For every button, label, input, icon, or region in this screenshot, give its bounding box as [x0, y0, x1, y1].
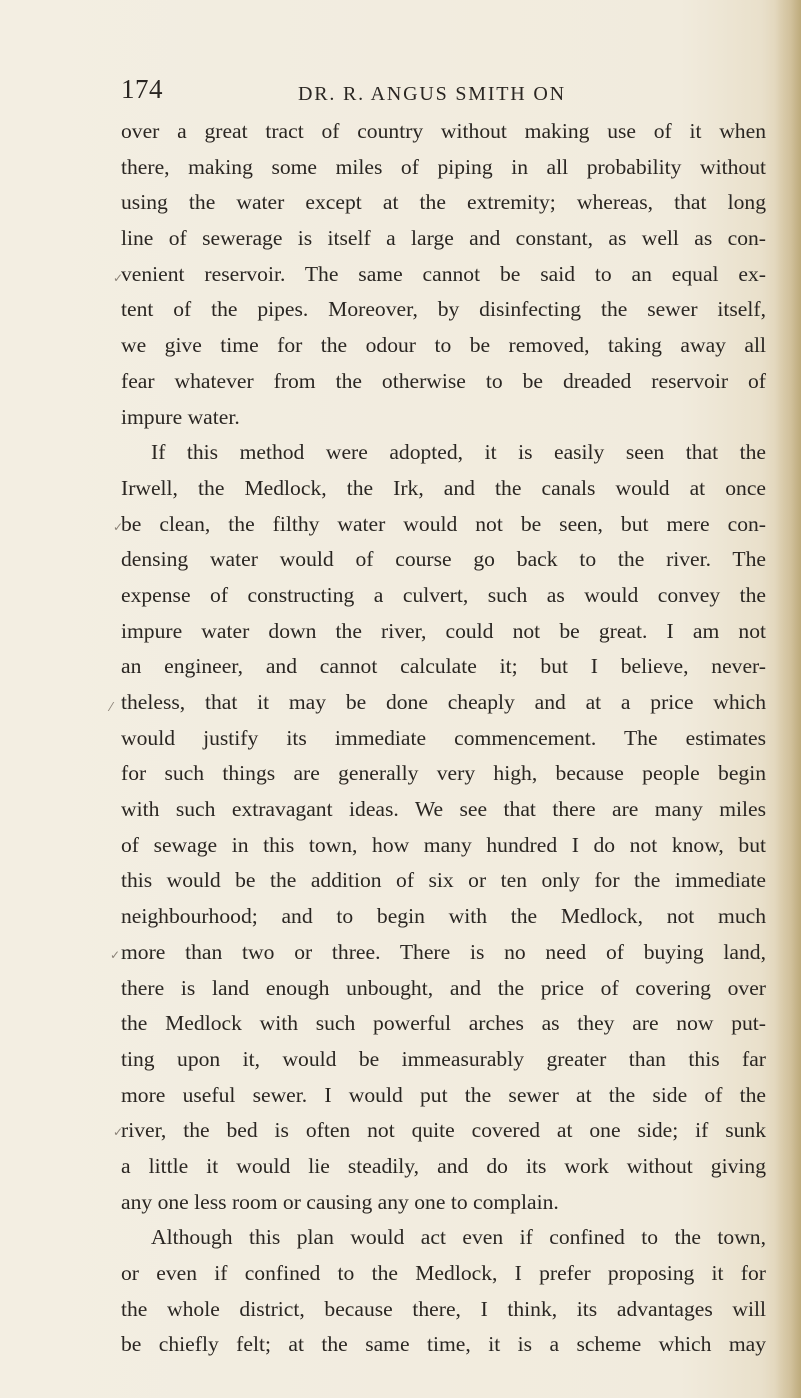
text-line: If this method were adopted, it is easily seen that the [151, 440, 766, 465]
text-line: impure water down the river, could not be great. I am not [121, 618, 766, 643]
text-line: neighbourhood; and to begin with the Medlock, not much [121, 904, 766, 929]
text-line: venient reservoir. The same cannot be said to an equal ex- [121, 261, 766, 286]
text-line: Irwell, the Medlock, the Irk, and the canals would at once [121, 475, 766, 500]
margin-pencil-mark: ✓ [110, 948, 121, 962]
margin-pencil-mark: ✓ [113, 271, 124, 285]
text-line: any one less room or causing any one to complain. [121, 1189, 559, 1214]
text-line: this would be the addition of six or ten only for the immediate [121, 868, 766, 893]
text-line: theless, that it may be done cheaply and at a price which [121, 690, 766, 714]
text-line: fear whatever from the otherwise to be dreaded reservoir of [121, 368, 766, 393]
text-line: the whole district, because there, I think, its advantages will [121, 1296, 766, 1321]
text-line: there is land enough unbought, and the price of covering over [121, 975, 766, 1000]
text-line: line of sewerage is itself a large and constant, as well as con- [121, 226, 766, 251]
margin-pencil-mark: ✓ [113, 520, 124, 534]
page-edge-shadow [775, 0, 801, 1398]
text-line: would justify its immediate commencement. The estimates [121, 725, 766, 750]
text-line: river, the bed is often not quite covered at one side; if sunk [121, 1118, 766, 1143]
text-line: ting upon it, would be immeasurably greater than this far [121, 1046, 766, 1071]
text-line: the Medlock with such powerful arches as they are now put- [121, 1011, 766, 1036]
text-line: over a great tract of country without making use of it when [121, 119, 766, 143]
text-line: of sewage in this town, how many hundred I do not know, but [121, 832, 766, 857]
text-line: Although this plan would act even if confined to the town, [151, 1225, 766, 1250]
margin-pencil-mark: ⁄ [110, 700, 113, 714]
text-line: tent of the pipes. Moreover, by disinfecting the sewer itself, [121, 297, 766, 322]
text-line: more than two or three. There is no need of buying land, [121, 939, 766, 964]
text-line: be chiefly felt; at the same time, it is a scheme which may [121, 1332, 766, 1357]
text-line: densing water would of course go back to the river. The [121, 547, 766, 572]
text-line: for such things are generally very high, because people begin [121, 761, 766, 786]
text-line: we give time for the odour to be removed, taking away all [121, 333, 766, 358]
text-line: impure water. [121, 404, 240, 429]
text-line: expense of constructing a culvert, such as would convey the [121, 582, 766, 607]
body-text [121, 114, 766, 1363]
text-line: or even if confined to the Medlock, I prefer proposing it for [121, 1261, 766, 1285]
text-line: using the water except at the extremity; whereas, that long [121, 190, 766, 215]
text-line: an engineer, and cannot calculate it; but I believe, never- [121, 654, 766, 679]
margin-pencil-mark: ✓ [113, 1125, 124, 1139]
text-line: be clean, the filthy water would not be seen, but mere con- [121, 511, 766, 536]
page-number: 174 [121, 74, 163, 104]
text-line: more useful sewer. I would put the sewer at the side of the [121, 1082, 766, 1107]
text-line: with such extravagant ideas. We see that there are many miles [121, 797, 766, 822]
text-line: a little it would lie steadily, and do its work without giving [121, 1153, 766, 1178]
text-line: there, making some miles of piping in all probability without [121, 154, 766, 179]
running-title: DR. R. ANGUS SMITH ON [298, 83, 566, 105]
